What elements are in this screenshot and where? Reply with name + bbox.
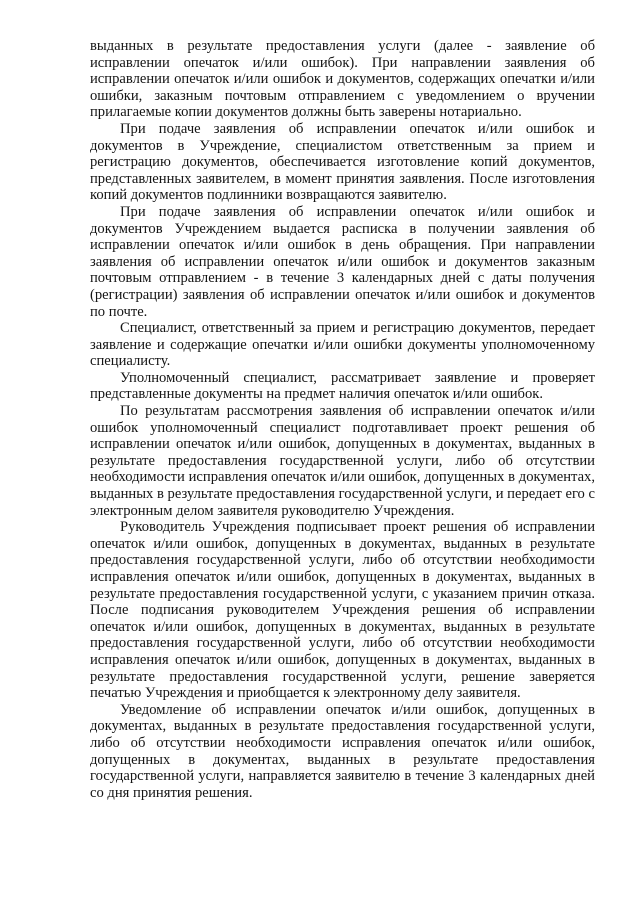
paragraph-transfer: Специалист, ответственный за прием и регистрацию документов, передает заявление и содержащие опечатки и/или ошибки документы уполномоченному специалисту. [90, 320, 595, 370]
paragraph-copies: При подаче заявления об исправлении опечаток и/или ошибок и документов в Учреждение, специалистом ответственным за прием и регистрацию документов, обеспечивается изготовление копий документов, представленных заявителем, в момент принятия заявления. После изготовления копий документов подлинники возвращаются заявителю. [90, 120, 595, 204]
document-page [90, 38, 595, 801]
paragraph-signing: Руководитель Учреждения подписывает проект решения об исправлении опечаток и/или ошибок, допущенных в документах, выданных в результате предоставления государственной услуги, либо об отсутствии необходимости исправления опечаток и/или ошибок, допущенных в документах, выданных в результате предоставления государственной услуги, с указанием причин отказа. После подписания руководителем Учреждения решения об исправлении опечаток и/или ошибок, допущенных в документах, выданных в результате предоставления государственной услуги, либо об отсутствии необходимости исправления опечаток и/или ошибок, допущенных в документах, выданных в результате предоставления государственной услуги, решение заверяется печатью Учреждения и приобщается к электронному делу заявителя. [90, 519, 595, 702]
paragraph-draft-decision: По результатам рассмотрения заявления об исправлении опечаток и/или ошибок уполномоченный специалист подготавливает проект решения об исправлении опечаток и/или ошибок, допущенных в документах, выданных в результате предоставления государственной услуги, либо об отсутствии необходимости исправления опечаток и/или ошибок, допущенных в документах, выданных в результате предоставления государственной услуги, и передает его с электронным делом заявителя руководителю Учреждения. [90, 403, 595, 519]
paragraph-notification: Уведомление об исправлении опечаток и/или ошибок, допущенных в документах, выданных в результате предоставления государственной услуги, либо об отсутствии необходимости исправления опечаток и/или ошибок, допущенных в документах, выданных в результате предоставления государственной услуги, направляется заявителю в течение 3 календарных дней со дня принятия решения. [90, 701, 595, 801]
paragraph-review: Уполномоченный специалист, рассматривает заявление и проверяет представленные документы на предмет наличия опечаток и/или ошибок. [90, 369, 595, 403]
paragraph-receipt: При подаче заявления об исправлении опечаток и/или ошибок и документов Учреждением выдается расписка в получении заявления об исправлении опечаток и/или ошибок в день обращения. При направлении заявления об исправлении опечаток и/или ошибок и документов заказным почтовым отправлением - в течение 3 календарных дней с даты получения (регистрации) заявления об исправлении опечаток и/или ошибок и документов по почте. [90, 203, 595, 320]
paragraph-continuation: выданных в результате предоставления услуги (далее - заявление об исправлении опечаток и/или ошибок). При направлении заявления об исправлении опечаток и/или ошибок и документов, содержащих опечатки и/или ошибки, заказным почтовым отправлением с уведомлением о вручении прилагаемые копии документов должны быть заверены нотариально. [90, 38, 595, 121]
